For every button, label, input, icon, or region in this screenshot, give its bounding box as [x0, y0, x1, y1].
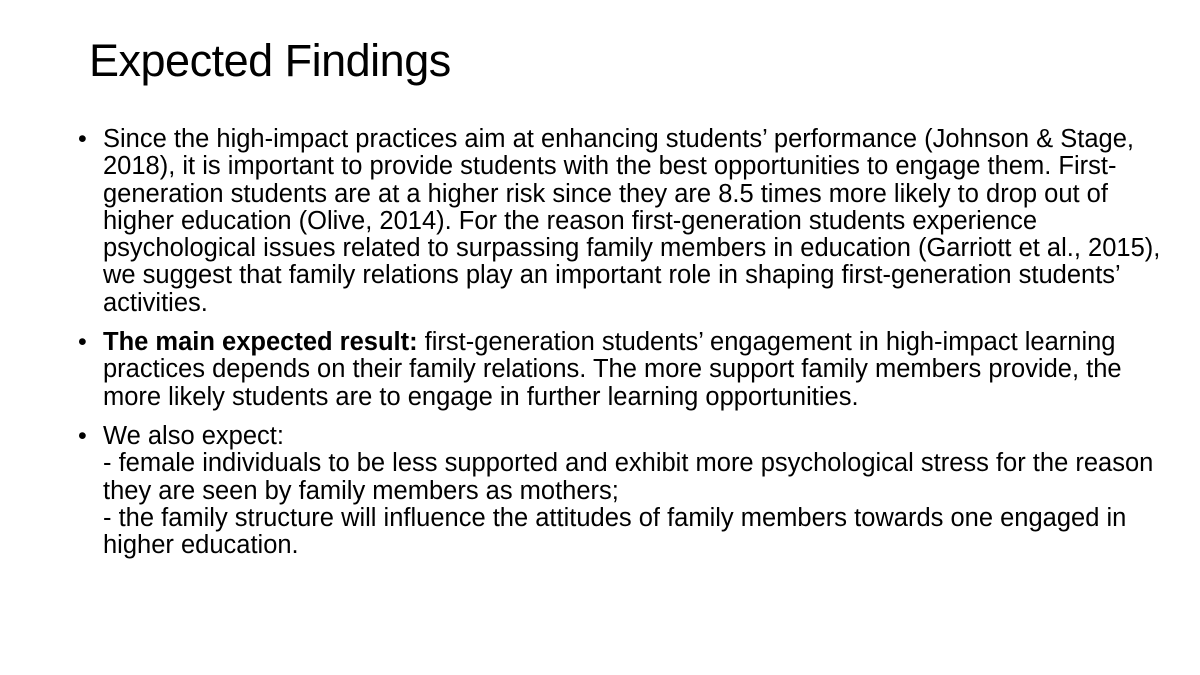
bullet-item-main-result: [78, 329, 1168, 411]
bullet-text-also-expect: [103, 423, 1168, 559]
bullet-icon: •: [78, 328, 87, 357]
bullet-icon: •: [78, 125, 87, 153]
bullet-text-main-result: [103, 329, 1168, 411]
main-result-text: first-generation students’ engagement in high-impact learning practices depends on their family relations. The more support family members provide, the more likely students are to engage in further learning opportunities.: [103, 328, 1122, 411]
bullet-item-also-expect: [78, 423, 1168, 559]
expectation-female: - female individuals to be less supported and exhibit more psychological stress for the reason they are seen by family members as mothers;: [103, 449, 1154, 505]
slide-title: Expected Findings: [89, 35, 451, 86]
also-expect-intro: We also expect:: [103, 421, 284, 450]
main-result-lead: The main expected result:: [103, 328, 418, 357]
expectation-family-structure: - the family structure will influence the attitudes of family members towards one engaged in higher education.: [103, 503, 1127, 560]
bullet-list: [78, 126, 1168, 571]
bullet-item-context: [78, 126, 1168, 317]
bullet-text-context: Since the high-impact practices aim at enhancing students’ performance (Johnson & Stage, 2018), it is important to provide students with the best opportunities to engage them. First-generation students are at a higher risk since they are 8.5 times more likely to drop out of higher education (Olive, 2014). For the reason first-generation students experience psychological issues related to surpassing family members in education (Garriott et al., 2015), we suggest that family relations play an important role in shaping first-generation students’ activities.: [103, 125, 1161, 317]
bullet-icon: •: [78, 421, 87, 450]
